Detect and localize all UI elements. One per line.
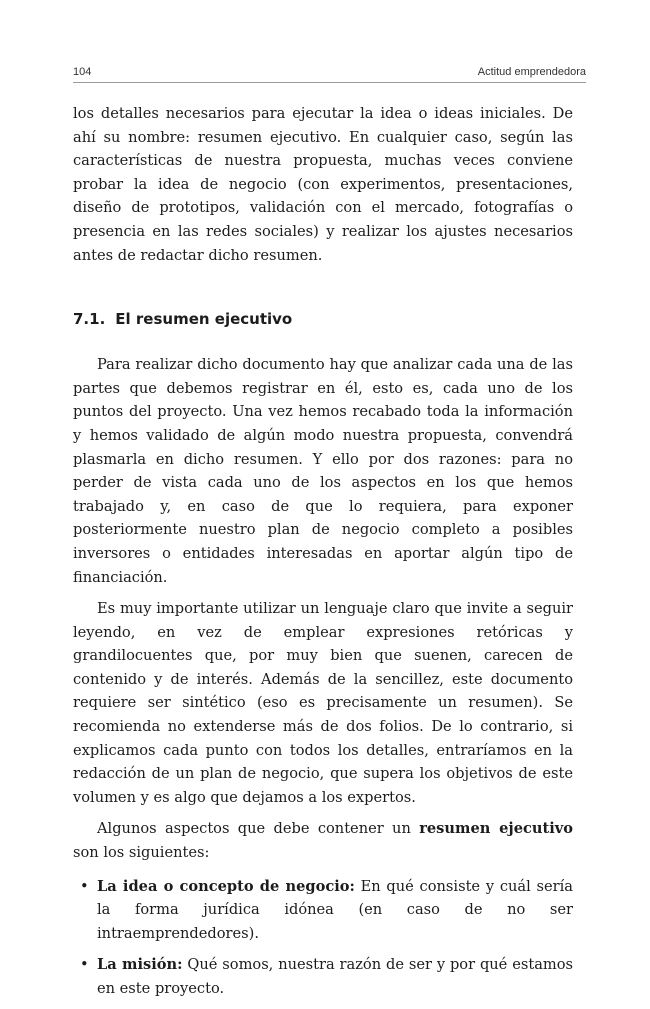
page-number: 104 (73, 66, 92, 78)
paragraph-3 (73, 817, 573, 864)
paragraph-3-bold-term: resumen ejecutivo (419, 820, 573, 838)
section-number: 7.1. (73, 310, 106, 329)
paragraph-1: Para realizar dicho documento hay que analizar cada una de las partes que debemos registrar en él, esto es, cada uno de los puntos del proyecto. Una vez hemos recabado toda la información y hemos validado de algún modo nuestra propuesta, convendrá plasmarla en dicho resumen. Y ello por dos razones: para no perder de vista cada uno de los aspectos en los que hemos trabajado y, en caso de que lo requiera, para exponer posteriormente nuestro plan de negocio completo a posibles inversores o entidades interesadas en aportar algún tipo de financiación. (73, 356, 573, 586)
bullet-term: La misión: (97, 956, 183, 974)
body-text (73, 102, 573, 1009)
section-title: El resumen ejecutivo (115, 310, 293, 329)
list-item (73, 953, 573, 1000)
bullet-term: La idea o concepto de negocio: (97, 877, 355, 895)
list-item (73, 875, 573, 946)
header-rule (73, 82, 586, 83)
bullet-text: Qué somos, nuestra razón de ser y por qué estamos en este proyecto. (97, 956, 574, 997)
paragraph-2: Es muy importante utilizar un lenguaje claro que invite a seguir leyendo, en vez de emplear expresiones retóricas y grandilocuentes que, por muy bien que suenen, carecen de contenido y de interés. Además de la sencillez, este documento requiere ser sintético (eso es precisamente un resumen). Se recomienda no extenderse más de dos folios. De lo contrario, si explicamos cada punto con todos los detalles, entraríamos en la redacción de un plan de negocio, que supera los objetivos de este volumen y es algo que dejamos a los expertos. (73, 600, 573, 806)
bullet-icon: • (80, 956, 89, 974)
running-header (73, 66, 586, 78)
bullet-icon: • (80, 877, 89, 895)
paragraph-3-text-after: son los siguientes: (73, 844, 210, 862)
section-heading (73, 307, 573, 331)
bullet-text: En qué consiste y cuál sería la forma jurídica idónea (en caso de no ser intraemprendedores). (97, 877, 573, 942)
running-title: Actitud emprendedora (477, 66, 586, 78)
paragraph-3-text-before: Algunos aspectos que debe contener un (97, 820, 420, 838)
bullet-list (73, 875, 573, 1001)
intro-paragraph: los detalles necesarios para ejecutar la idea o ideas iniciales. De ahí su nombre: resumen ejecutivo. En cualquier caso, según las características de nuestra propuesta, muchas veces conviene probar la idea de negocio (con experimentos, presentaciones, diseño de prototipos, validación con el mercado, fotografías o presencia en las redes sociales) y realizar los ajustes necesarios antes de redactar dicho resumen. (73, 105, 573, 264)
